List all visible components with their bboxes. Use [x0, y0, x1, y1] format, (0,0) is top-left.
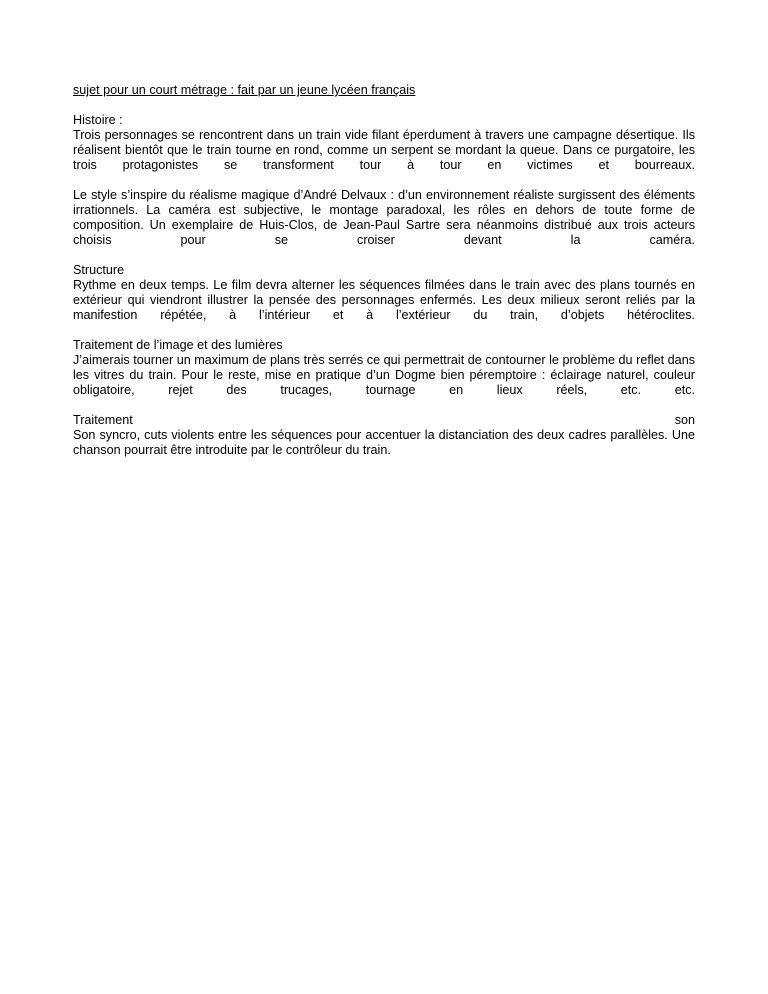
- section-heading: Traitement de l’image et des lumières: [73, 338, 283, 352]
- section-image-lumieres: [73, 338, 695, 398]
- section-heading-left: Traitement: [73, 413, 133, 427]
- document-title: sujet pour un court métrage : fait par un jeune lycéen français: [73, 83, 416, 97]
- section-paragraph: J’aimerais tourner un maximum de plans très serrés ce qui permettrait de contourner le problème du reflet dans les vitres du train. Pour le reste, mise en pratique d’un Dogme bien péremptoire : éclairage naturel, couleur obligatoire, rejet des trucages, tournage en lieux réels, etc. etc.: [73, 353, 695, 397]
- section-paragraph: Rythme en deux temps. Le film devra alterner les séquences filmées dans le train avec des plans tournés en extérieur qui viendront illustrer la pensée des personnages enfermés. Les deux milieux seront reliés par la manifestion répétée, à l’intérieur et à l’extérieur du train, d’objets hétéroclites.: [73, 278, 695, 322]
- section-histoire: [73, 113, 695, 173]
- section-son: [73, 413, 695, 458]
- section-heading: Histoire :: [73, 113, 123, 127]
- section-heading-right: son: [674, 413, 695, 427]
- section-heading: [73, 413, 695, 428]
- document-page: [73, 83, 695, 473]
- section-heading: Structure: [73, 263, 125, 277]
- section-paragraph: Le style s’inspire du réalisme magique d’André Delvaux : d’un environnement réaliste surgissent des éléments irrationnels. La caméra est subjective, le montage paradoxal, les rôles en dehors de toute forme de composition. Un exemplaire de Huis-Clos, de Jean-Paul Sartre sera néanmoins distribué aux trois acteurs choisis pour se croiser devant la caméra.: [73, 188, 695, 247]
- section-paragraph: Son syncro, cuts violents entre les séquences pour accentuer la distanciation des deux cadres parallèles. Une chanson pourrait être introduite par le contrôleur du train.: [73, 428, 695, 457]
- section-structure: [73, 263, 695, 323]
- section-style: [73, 188, 695, 248]
- section-paragraph: Trois personnages se rencontrent dans un train vide filant éperdument à travers une campagne désertique. Ils réalisent bientôt que le train tourne en rond, comme un serpent se mordant la queue. Dans ce purgatoire, les trois protagonistes se transforment tour à tour en victimes et bourreaux.: [73, 128, 695, 172]
